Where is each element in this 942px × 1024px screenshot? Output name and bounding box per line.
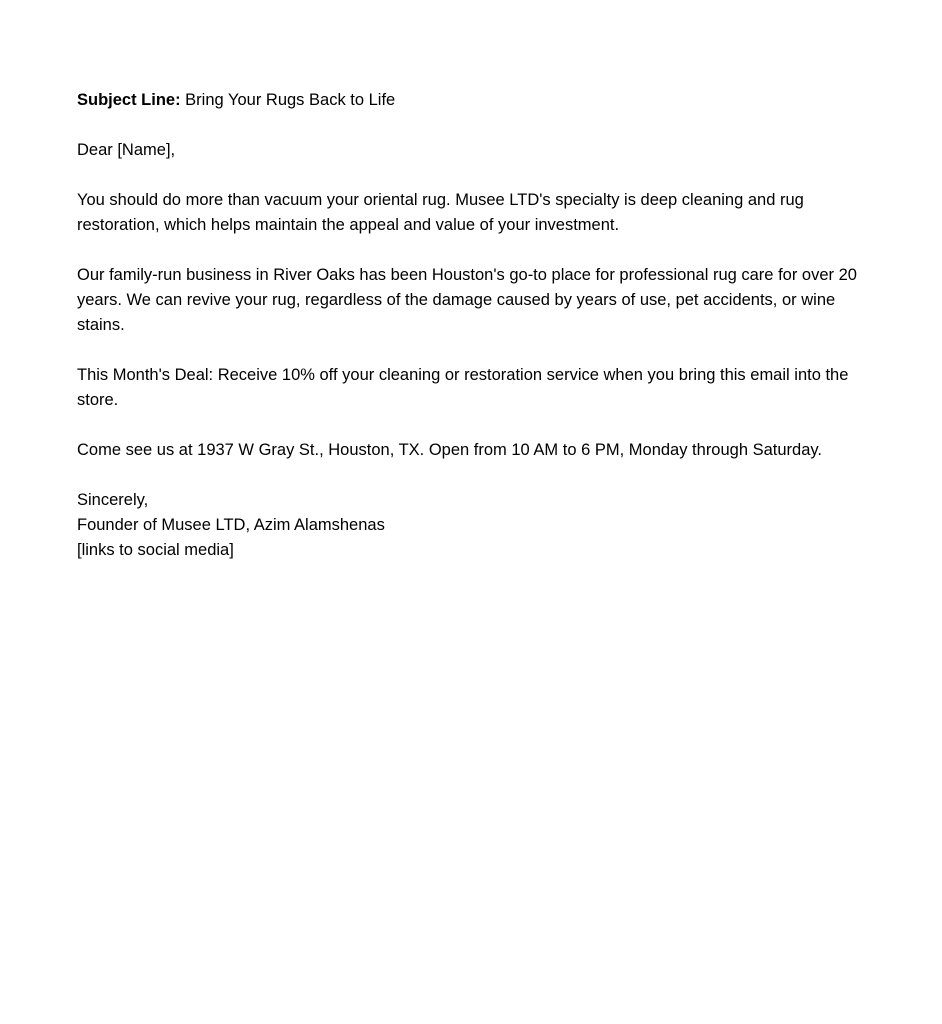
body-paragraph-intro: You should do more than vacuum your oriental rug. Musee LTD's specialty is deep cleaning and rug restoration, which helps maintain the appeal and value of your investment. xyxy=(77,191,804,234)
signature-closing: Sincerely, xyxy=(77,491,149,509)
body-paragraph-address: Come see us at 1937 W Gray St., Houston, TX. Open from 10 AM to 6 PM, Monday through Saturday. xyxy=(77,441,822,459)
body-paragraph-deal: This Month's Deal: Receive 10% off your cleaning or restoration service when you bring this email into the store. xyxy=(77,366,849,409)
email-draft xyxy=(77,88,873,563)
subject-line xyxy=(77,88,873,113)
signature-from: Founder of Musee LTD, Azim Alamshenas xyxy=(77,516,385,534)
body-paragraph-business: Our family-run business in River Oaks has been Houston's go-to place for professional rug care for over 20 years. We can revive your rug, regardless of the damage caused by years of use, pet accidents, or wine stains. xyxy=(77,266,857,334)
signature-social-placeholder: [links to social media] xyxy=(77,541,234,559)
subject-line-text: Bring Your Rugs Back to Life xyxy=(180,91,396,109)
greeting-line: Dear [Name], xyxy=(77,141,176,159)
signature-block xyxy=(77,488,873,563)
subject-line-label: Subject Line: xyxy=(77,91,181,109)
